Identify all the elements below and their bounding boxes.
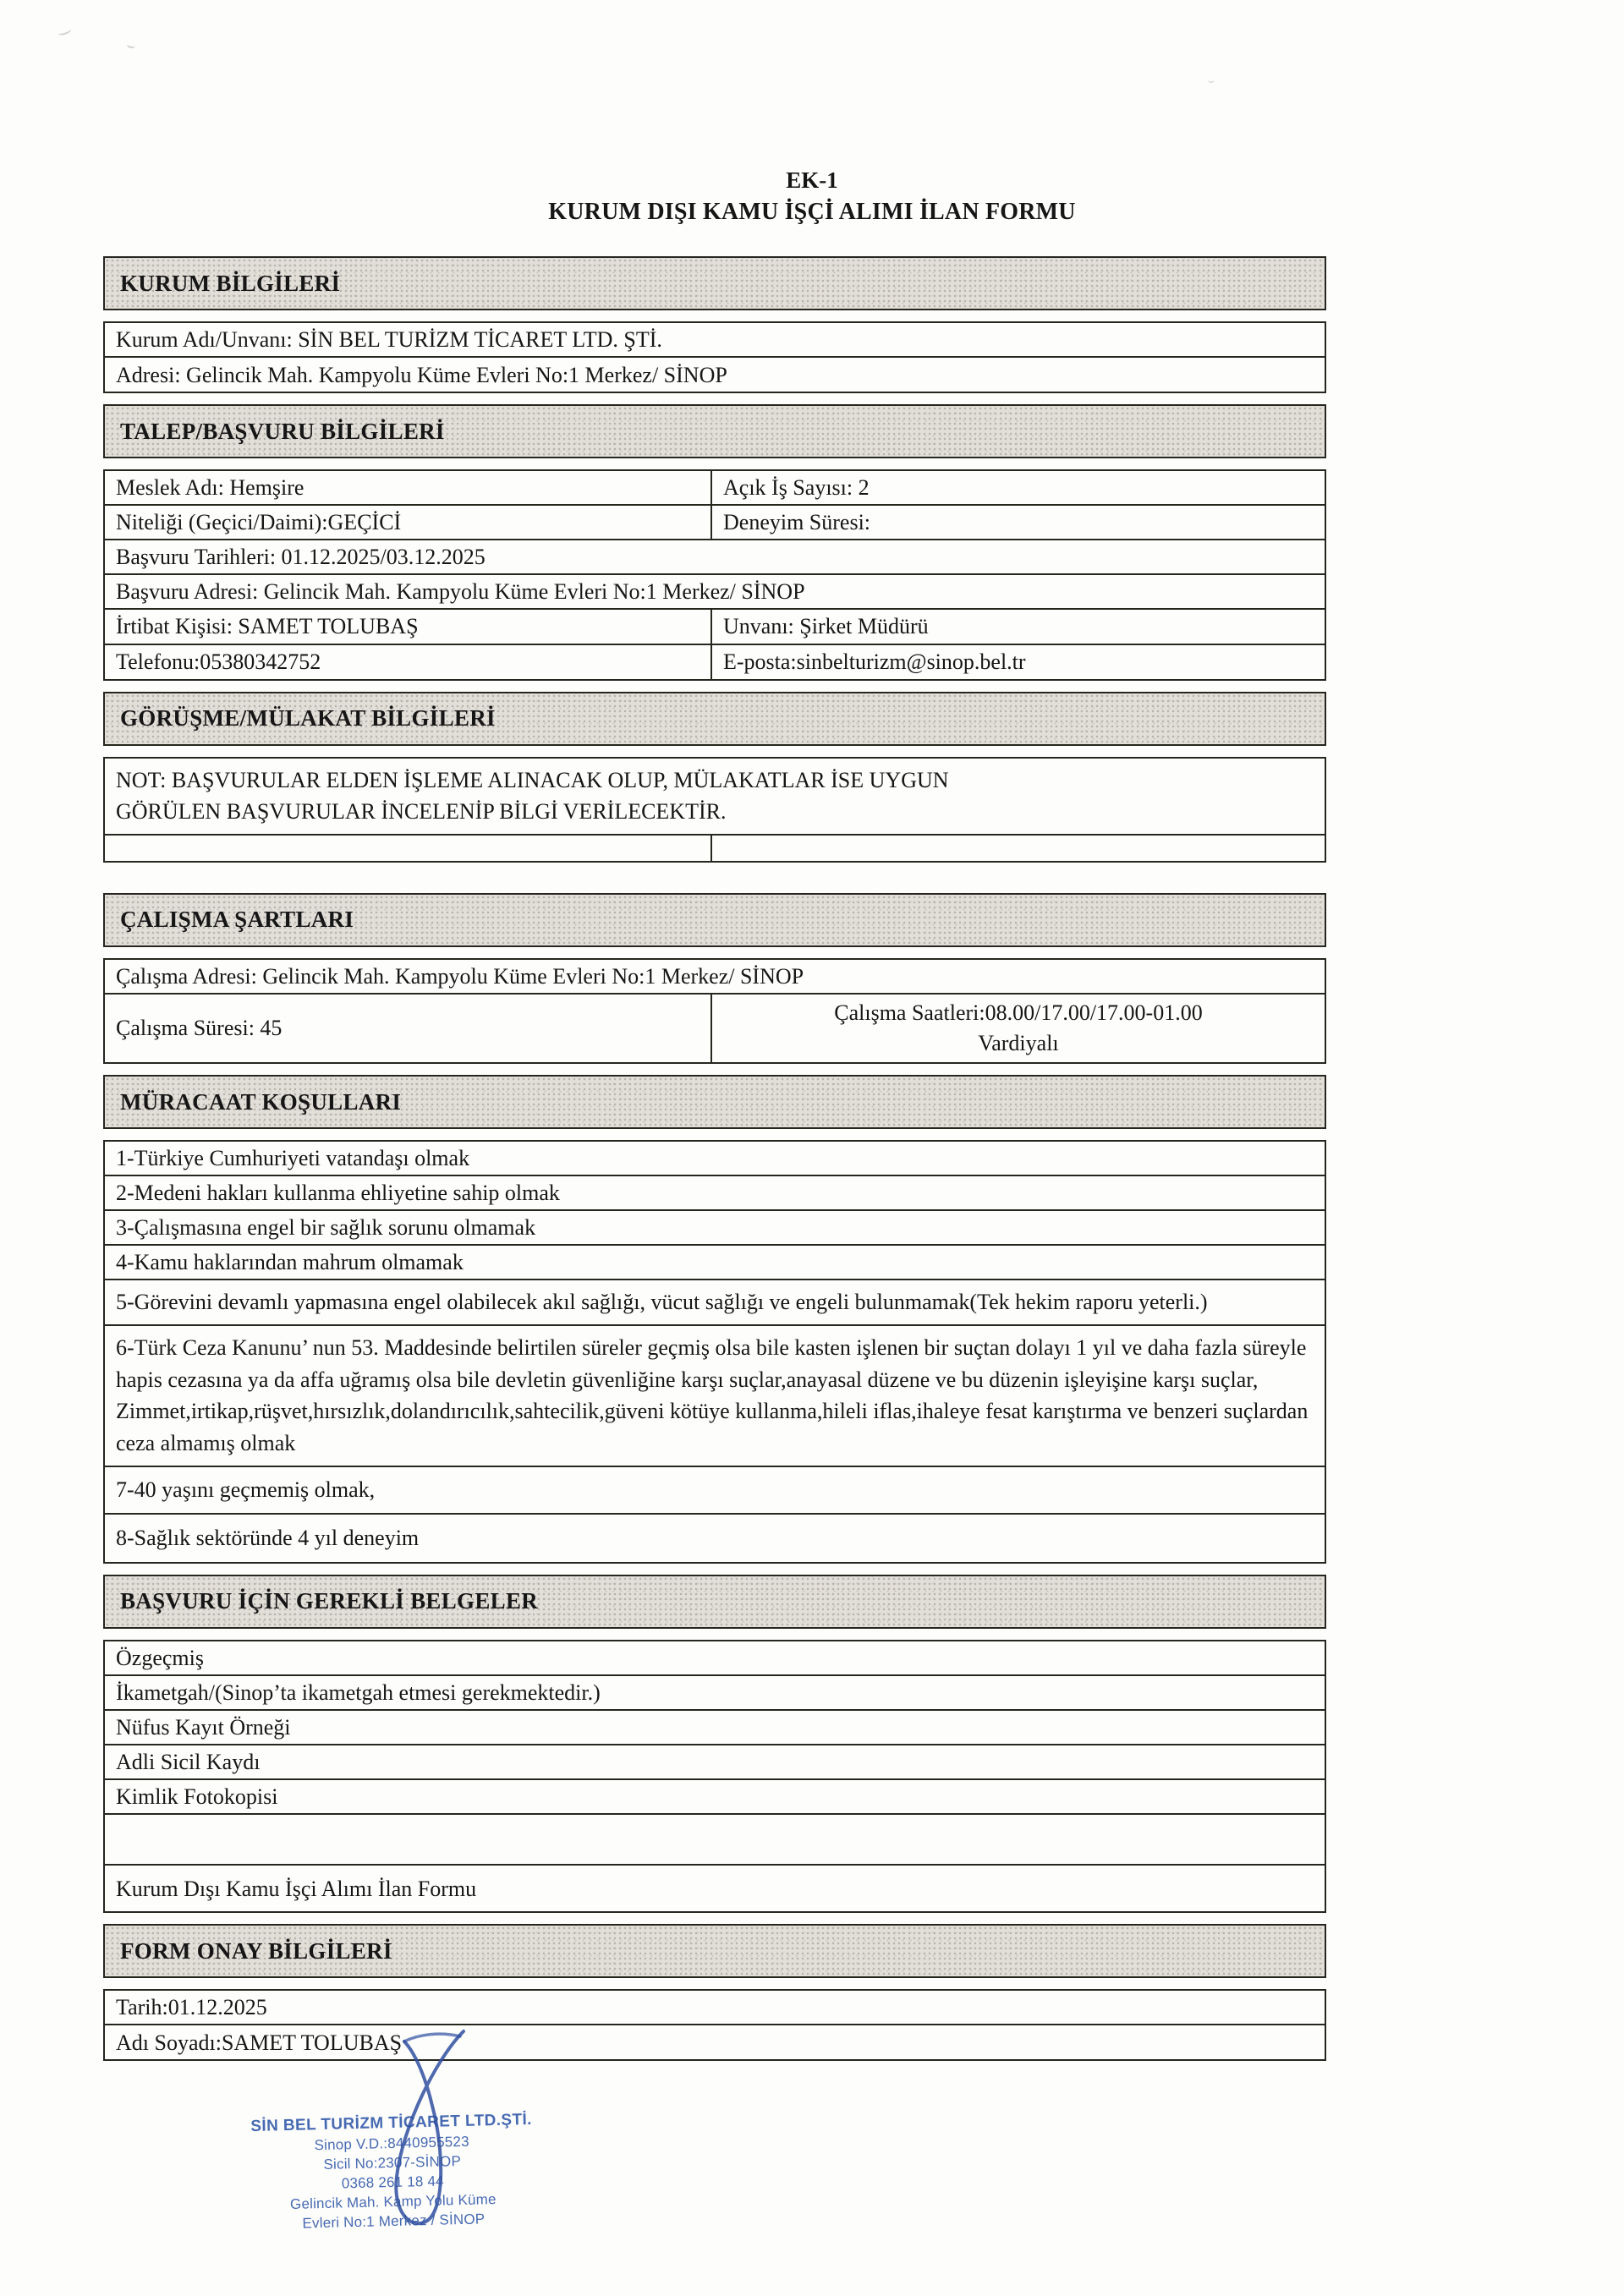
field-text: İkametgah/(Sinop’ta ikametgah etmesi gerekmektedir.) (116, 1680, 601, 1705)
field-text: 5-Görevini devamlı yapmasına engel olabilecek akıl sağlığı, vücut sağlığı ve engeli bulunmamak(Tek hekim raporu yeterli.) (116, 1290, 1208, 1315)
field-niteligi (105, 506, 710, 539)
field-basvuru-tarihleri (105, 540, 1325, 575)
field-text: Tarih:01.12.2025 (116, 1995, 267, 2020)
field-text: Kimlik Fotokopisi (116, 1784, 278, 1810)
document-item-ikametgah (105, 1676, 1325, 1711)
field-telefonu (105, 645, 710, 679)
document-item-ozgecmis (105, 1641, 1325, 1676)
row-irtibat (105, 610, 1325, 644)
section-title: GÖRÜŞME/MÜLAKAT BİLGİLERİ (120, 705, 496, 732)
empty-cell (105, 836, 710, 861)
scan-artifact (57, 25, 72, 37)
field-text: Başvuru Adresi: Gelincik Mah. Kampyolu Küme Evleri No:1 Merkez/ SİNOP (116, 579, 805, 605)
field-text: 4-Kamu haklarından mahrum olmamak (116, 1250, 464, 1275)
field-text: Adı Soyadı:SAMET TOLUBAŞ (116, 2030, 403, 2055)
condition-item-4 (105, 1246, 1325, 1280)
section-header-calisma-sartlari (103, 893, 1326, 947)
field-text: Çalışma Süresi: 45 (116, 1016, 283, 1041)
gorusme-mulakat-rows (103, 757, 1326, 863)
stamp-line: Gelincik Mah. Kamp Yolu Küme (289, 2191, 497, 2212)
field-text: Özgeçmiş (116, 1645, 204, 1670)
field-text: NOT: BAŞVURULAR ELDEN İŞLEME ALINACAK OLUP, MÜLAKATLAR İSE UYGUN GÖRÜLEN BAŞVURULAR İNCELENİP BİLGİ VERİLECEKTİR. (116, 767, 949, 825)
field-eposta (710, 645, 1325, 679)
row-meslek (105, 471, 1325, 506)
field-tarih (105, 1991, 1325, 2025)
field-text: Açık İş Sayısı: 2 (723, 475, 870, 501)
document-item-adli-sicil (105, 1745, 1325, 1780)
field-text: Çalışma Saatleri:08.00/17.00/17.00-01.00 (834, 1000, 1203, 1025)
section-title: FORM ONAY BİLGİLERİ (120, 1937, 392, 1964)
row-telefon (105, 645, 1325, 679)
row-empty (105, 836, 1325, 861)
scan-artifact (126, 41, 135, 49)
stamp-line: SİN BEL TURİZM TİCARET LTD.ŞTİ. (250, 2110, 533, 2136)
field-text: 1-Türkiye Cumhuriyeti vatandaşı olmak (116, 1146, 470, 1171)
section-header-kurum-bilgileri (103, 256, 1326, 310)
scan-artifact (1208, 78, 1215, 83)
field-text: Başvuru Tarihleri: 01.12.2025/03.12.2025 (116, 545, 486, 570)
field-text: Kurum Dışı Kamu İşçi Alımı İlan Formu (116, 1876, 477, 1901)
field-not (105, 759, 1325, 836)
field-text: İrtibat Kişisi: SAMET TOLUBAŞ (116, 614, 419, 639)
field-text: E-posta:sinbelturizm@sinop.bel.tr (723, 649, 1026, 675)
field-text: 8-Sağlık sektöründe 4 yıl deneyim (116, 1526, 420, 1551)
form-code: EK-1 (786, 167, 838, 193)
condition-item-8 (105, 1515, 1325, 1562)
document-item-nufus-kayit (105, 1711, 1325, 1745)
field-text: Çalışma Adresi: Gelincik Mah. Kampyolu Küme Evleri No:1 Merkez/ SİNOP (116, 963, 804, 989)
section-header-muracaat-kosullari (103, 1075, 1326, 1129)
section-title: KURUM BİLGİLERİ (120, 270, 341, 296)
field-adresi (105, 358, 1325, 392)
condition-item-3 (105, 1211, 1325, 1246)
form-onay-rows (103, 1989, 1326, 2061)
field-text: Unvanı: Şirket Müdürü (723, 614, 929, 639)
section-header-gorusme-mulakat (103, 692, 1326, 746)
field-unvani (710, 610, 1325, 643)
field-text: Adresi: Gelincik Mah. Kampyolu Küme Evleri No:1 Merkez/ SİNOP (116, 362, 727, 387)
field-text: 2-Medeni hakları kullanma ehliyetine sahip olmak (116, 1181, 560, 1206)
condition-item-2 (105, 1176, 1325, 1211)
section-header-gerekli-belgeler (103, 1575, 1326, 1629)
field-acik-is-sayisi (710, 471, 1325, 504)
stamp-line: Sicil No:2307-SİNOP (323, 2153, 462, 2173)
field-irtibat-kisisi (105, 610, 710, 643)
row-empty (105, 1815, 1325, 1866)
field-meslek-adi (105, 471, 710, 504)
gerekli-belgeler-rows (103, 1640, 1326, 1913)
form-title: KURUM DIŞI KAMU İŞÇİ ALIMI İLAN FORMU (548, 199, 1076, 225)
document-item-kimlik (105, 1780, 1325, 1815)
field-text: Adli Sicil Kaydı (116, 1750, 261, 1775)
field-text: Kurum Adı/Unvanı: SİN BEL TURİZM TİCARET LTD. ŞTİ. (116, 327, 662, 352)
stamp-line: Evleri No:1 Merkez / SİNOP (302, 2211, 486, 2232)
muracaat-kosullari-rows (103, 1140, 1326, 1564)
field-text: Meslek Adı: Hemşire (116, 475, 304, 501)
field-text: 6-Türk Ceza Kanunu’ nun 53. Maddesinde belirtilen süreler geçmiş olsa bile kasten işlenen bir suçtan dolayı 1 yıl ve daha fazla süreyle hapis cezasına ya da affa uğramış olsa bile devletin güvenliğine karşı suçlar,anayasal düzene ve bu düzenin işleyişine karşı suçlar, Zimmet,irtikap,rüşvet,hırsızlık,dolandırıcılık,sahtecilik,güveni kötüye kullanma,hileli iflas,ihaleye fesat karıştırma ve benzeri suçlardan ceza almamış olmak (116, 1335, 1309, 1456)
section-title: MÜRACAAT KOŞULLARI (120, 1088, 402, 1115)
condition-item-7 (105, 1467, 1325, 1515)
condition-item-1 (105, 1142, 1325, 1176)
field-basvuru-adresi (105, 575, 1325, 610)
field-adi-soyadi (105, 2025, 1325, 2059)
field-deneyim-suresi (710, 506, 1325, 539)
field-text: 7-40 yaşını geçmemiş olmak, (116, 1477, 376, 1503)
row-niteligi (105, 506, 1325, 540)
calisma-sartlari-rows (103, 958, 1326, 1064)
stamp-line: Sinop V.D.:8440955523 (314, 2133, 469, 2154)
stamp-line: 0368 261 18 44 (341, 2173, 444, 2192)
field-calisma-saatleri (710, 995, 1325, 1062)
section-title: BAŞVURU İÇİN GEREKLİ BELGELER (120, 1588, 539, 1614)
field-text: Niteliği (Geçici/Daimi):GEÇİCİ (116, 510, 402, 535)
talep-basvuru-rows (103, 469, 1326, 680)
section-title: ÇALIŞMA ŞARTLARI (120, 907, 354, 933)
row-calisma-suresi (105, 995, 1325, 1062)
condition-item-5 (105, 1280, 1325, 1326)
section-header-talep-basvuru (103, 404, 1326, 458)
field-calisma-suresi (105, 995, 710, 1062)
field-text: Vardiyalı (978, 1031, 1059, 1056)
field-calisma-adresi (105, 960, 1325, 995)
field-text: Deneyim Süresi: (723, 510, 871, 535)
document-item-ilan-formu (105, 1866, 1325, 1911)
field-kurum-adi (105, 323, 1325, 358)
section-title: TALEP/BAŞVURU BİLGİLERİ (120, 418, 445, 444)
empty-cell (710, 836, 1325, 861)
field-text: Telefonu:05380342752 (116, 649, 321, 675)
signature (337, 2023, 523, 2247)
form-table (103, 256, 1326, 2061)
condition-item-6 (105, 1326, 1325, 1467)
field-text: 3-Çalışmasına engel bir sağlık sorunu olmamak (116, 1215, 536, 1241)
kurum-bilgileri-rows (103, 321, 1326, 393)
document-title (0, 167, 1624, 226)
section-header-form-onay (103, 1924, 1326, 1978)
field-text: Nüfus Kayıt Örneği (116, 1715, 291, 1740)
